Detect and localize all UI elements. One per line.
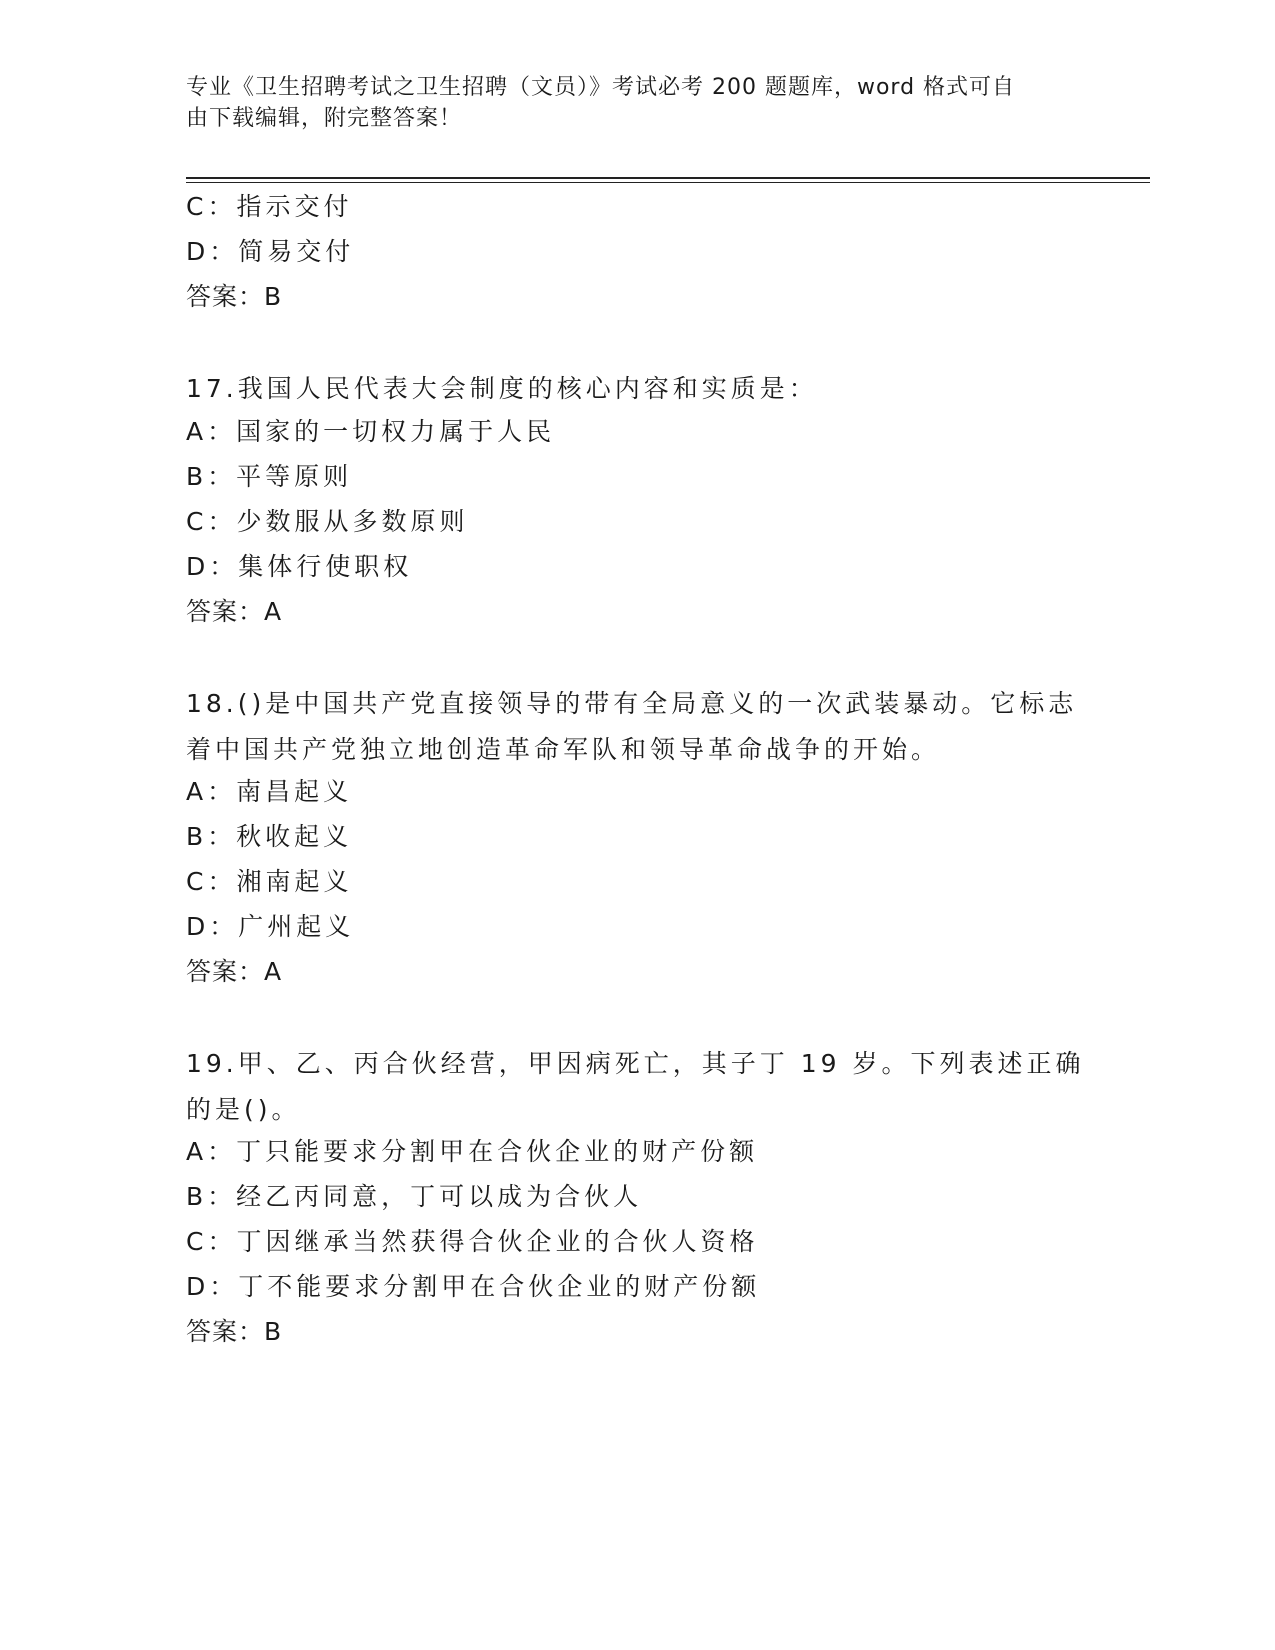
question-19-option-b: B：经乙丙同意，丁可以成为合伙人 — [186, 1182, 643, 1211]
question-18-option-a: A：南昌起义 — [186, 777, 353, 806]
question-18-answer: 答案：A — [186, 957, 283, 986]
question-17-text — [186, 366, 1086, 412]
question-text-line: 的是()。 — [186, 1095, 301, 1124]
question-17-option-c: C：少数服从多数原则 — [186, 507, 469, 536]
header-line-1: 专业《卫生招聘考试之卫生招聘（文员）》考试必考 200 题题库，word 格式可自 — [186, 75, 1016, 100]
question-17-option-d: D：集体行使职权 — [186, 552, 413, 581]
question-17-option-b: B：平等原则 — [186, 462, 353, 491]
document-header — [186, 72, 1066, 134]
question-17-answer: 答案：A — [186, 597, 283, 626]
question-19-text — [186, 1041, 1086, 1133]
question-19-option-a: A：丁只能要求分割甲在合伙企业的财产份额 — [186, 1137, 759, 1166]
question-17-option-a: A：国家的一切权力属于人民 — [186, 417, 556, 446]
question-18-text — [186, 681, 1086, 773]
question-text-line: 18.()是中国共产党直接领导的带有全局意义的一次武装暴动。它标志 — [186, 689, 1078, 718]
question-18-option-b: B：秋收起义 — [186, 822, 353, 851]
question-18-option-d: D：广州起义 — [186, 912, 355, 941]
question-text-line: 19.甲、乙、丙合伙经营，甲因病死亡，其子丁 19 岁。下列表述正确 — [186, 1049, 1085, 1078]
question-text-line: 17.我国人民代表大会制度的核心内容和实质是： — [186, 374, 818, 403]
question-text-line: 着中国共产党独立地创造革命军队和领导革命战争的开始。 — [186, 735, 941, 764]
header-rule-thin — [186, 182, 1150, 183]
question-19-answer: 答案：B — [186, 1317, 283, 1346]
question-19-option-d: D：丁不能要求分割甲在合伙企业的财产份额 — [186, 1272, 761, 1301]
prev-answer: 答案：B — [186, 282, 283, 311]
question-19-option-c: C：丁因继承当然获得合伙企业的合伙人资格 — [186, 1227, 759, 1256]
header-rule-thick — [186, 177, 1150, 179]
prev-option-d: D：简易交付 — [186, 237, 355, 266]
prev-option-c: C：指示交付 — [186, 192, 353, 221]
header-line-2: 由下载编辑，附完整答案！ — [186, 106, 463, 131]
question-18-option-c: C：湘南起义 — [186, 867, 353, 896]
